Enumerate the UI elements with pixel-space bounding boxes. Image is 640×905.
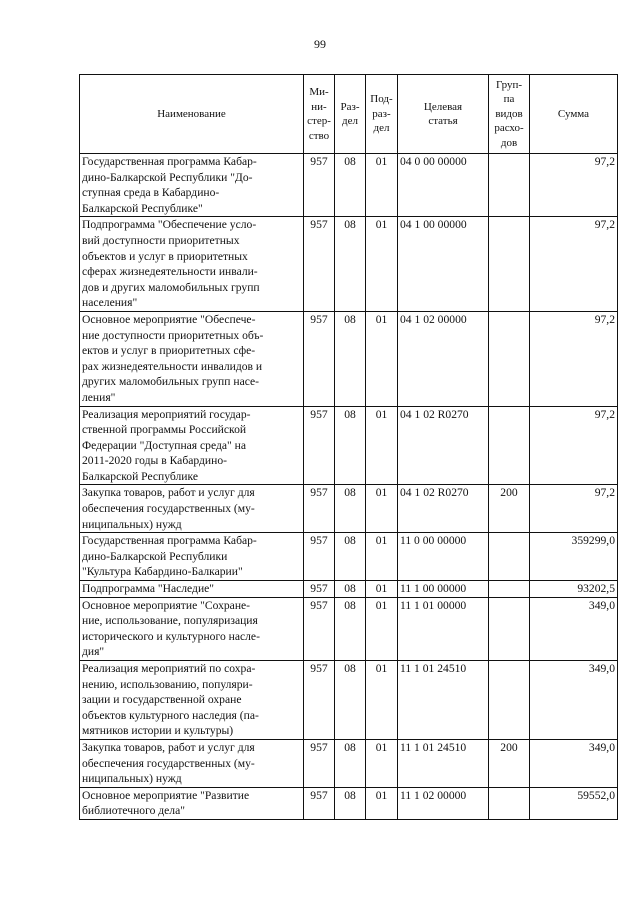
- row-podrazdel: 01: [366, 739, 398, 787]
- header-razdel: Раз- дел: [335, 75, 366, 154]
- row-razdel: 08: [335, 661, 366, 740]
- row-group: [489, 154, 530, 217]
- row-target: 11 1 01 24510: [398, 661, 489, 740]
- row-group: [489, 597, 530, 660]
- table-row: [80, 217, 618, 312]
- row-sum: 349,0: [530, 661, 618, 740]
- table-row: [80, 661, 618, 740]
- row-ministry: 957: [304, 533, 335, 581]
- row-podrazdel: 01: [366, 581, 398, 598]
- row-name: Реализация мероприятий государ- ственной программы Российской Федерации "Доступная среда" на 2011-2020 годы в Кабардино- Балкарской Республике: [80, 406, 304, 485]
- row-name: Закупка товаров, работ и услуг для обеспечения государственных (му- ниципальных) нужд: [80, 485, 304, 533]
- row-group: [489, 581, 530, 598]
- row-sum: 349,0: [530, 739, 618, 787]
- row-razdel: 08: [335, 581, 366, 598]
- row-sum: 97,2: [530, 406, 618, 485]
- row-name: Подпрограмма "Наследие": [80, 581, 304, 598]
- row-ministry: 957: [304, 217, 335, 312]
- row-razdel: 08: [335, 787, 366, 819]
- row-target: 04 1 02 R0270: [398, 485, 489, 533]
- row-sum: 97,2: [530, 311, 618, 406]
- row-target: 11 0 00 00000: [398, 533, 489, 581]
- row-podrazdel: 01: [366, 406, 398, 485]
- row-target: 11 1 00 00000: [398, 581, 489, 598]
- row-name: Основное мероприятие "Развитие библиотечного дела": [80, 787, 304, 819]
- row-ministry: 957: [304, 311, 335, 406]
- row-podrazdel: 01: [366, 217, 398, 312]
- row-razdel: 08: [335, 597, 366, 660]
- header-podrazdel: Под- раз- дел: [366, 75, 398, 154]
- header-sum: Сумма: [530, 75, 618, 154]
- row-razdel: 08: [335, 739, 366, 787]
- table-row: [80, 406, 618, 485]
- table-row: [80, 154, 618, 217]
- row-group: [489, 661, 530, 740]
- row-target: 11 1 01 00000: [398, 597, 489, 660]
- row-ministry: 957: [304, 597, 335, 660]
- row-podrazdel: 01: [366, 485, 398, 533]
- row-name: Основное мероприятие "Обеспече- ние доступности приоритетных объ- ектов и услуг в приоритетных сфе- рах жизнедеятельности инвалидов и других маломобильных групп насе- ления": [80, 311, 304, 406]
- row-podrazdel: 01: [366, 154, 398, 217]
- header-ministry: Ми- ни- стер- ство: [304, 75, 335, 154]
- row-razdel: 08: [335, 217, 366, 312]
- row-sum: 59552,0: [530, 787, 618, 819]
- header-target: Целевая статья: [398, 75, 489, 154]
- row-sum: 349,0: [530, 597, 618, 660]
- row-name: Закупка товаров, работ и услуг для обеспечения государственных (му- ниципальных) нужд: [80, 739, 304, 787]
- table-row: [80, 597, 618, 660]
- row-sum: 97,2: [530, 217, 618, 312]
- row-name: Подпрограмма "Обеспечение усло- вий доступности приоритетных объектов и услуг в приоритетных сферах жизнедеятельности инвали- дов и других маломобильных групп населения": [80, 217, 304, 312]
- budget-table: [79, 74, 618, 820]
- row-razdel: 08: [335, 311, 366, 406]
- row-sum: 97,2: [530, 154, 618, 217]
- row-target: 04 1 00 00000: [398, 217, 489, 312]
- row-ministry: 957: [304, 787, 335, 819]
- row-target: 04 1 02 00000: [398, 311, 489, 406]
- row-podrazdel: 01: [366, 597, 398, 660]
- row-razdel: 08: [335, 485, 366, 533]
- row-ministry: 957: [304, 581, 335, 598]
- row-group: [489, 217, 530, 312]
- row-podrazdel: 01: [366, 787, 398, 819]
- row-group: [489, 406, 530, 485]
- table-row: [80, 581, 618, 598]
- table-row: [80, 739, 618, 787]
- header-group: Груп- па видов расхо- дов: [489, 75, 530, 154]
- row-name: Государственная программа Кабар- дино-Балкарской Республики "До- ступная среда в Кабардино- Балкарской Республике": [80, 154, 304, 217]
- row-razdel: 08: [335, 533, 366, 581]
- table-row: [80, 485, 618, 533]
- row-group: [489, 533, 530, 581]
- row-ministry: 957: [304, 739, 335, 787]
- table-row: [80, 311, 618, 406]
- row-podrazdel: 01: [366, 311, 398, 406]
- table-row: [80, 787, 618, 819]
- row-name: Реализация мероприятий по сохра- нению, использованию, популяри- зации и государственной охране объектов культурного наследия (па- мятников истории и культуры): [80, 661, 304, 740]
- row-sum: 93202,5: [530, 581, 618, 598]
- row-group: 200: [489, 739, 530, 787]
- page-number: 99: [314, 37, 326, 51]
- row-ministry: 957: [304, 485, 335, 533]
- row-name: Государственная программа Кабар- дино-Балкарской Республики "Культура Кабардино-Балкарии": [80, 533, 304, 581]
- row-sum: 97,2: [530, 485, 618, 533]
- row-sum: 359299,0: [530, 533, 618, 581]
- row-target: 04 1 02 R0270: [398, 406, 489, 485]
- row-name: Основное мероприятие "Сохране- ние, использование, популяризация исторического и культурного насле- дия": [80, 597, 304, 660]
- header-name: Наименование: [80, 75, 304, 154]
- row-target: 04 0 00 00000: [398, 154, 489, 217]
- row-group: [489, 787, 530, 819]
- row-podrazdel: 01: [366, 533, 398, 581]
- row-group: [489, 311, 530, 406]
- table-row: [80, 533, 618, 581]
- row-ministry: 957: [304, 661, 335, 740]
- table-header-row: [80, 75, 618, 154]
- row-razdel: 08: [335, 154, 366, 217]
- row-target: 11 1 01 24510: [398, 739, 489, 787]
- row-razdel: 08: [335, 406, 366, 485]
- row-group: 200: [489, 485, 530, 533]
- row-ministry: 957: [304, 154, 335, 217]
- row-podrazdel: 01: [366, 661, 398, 740]
- row-target: 11 1 02 00000: [398, 787, 489, 819]
- row-ministry: 957: [304, 406, 335, 485]
